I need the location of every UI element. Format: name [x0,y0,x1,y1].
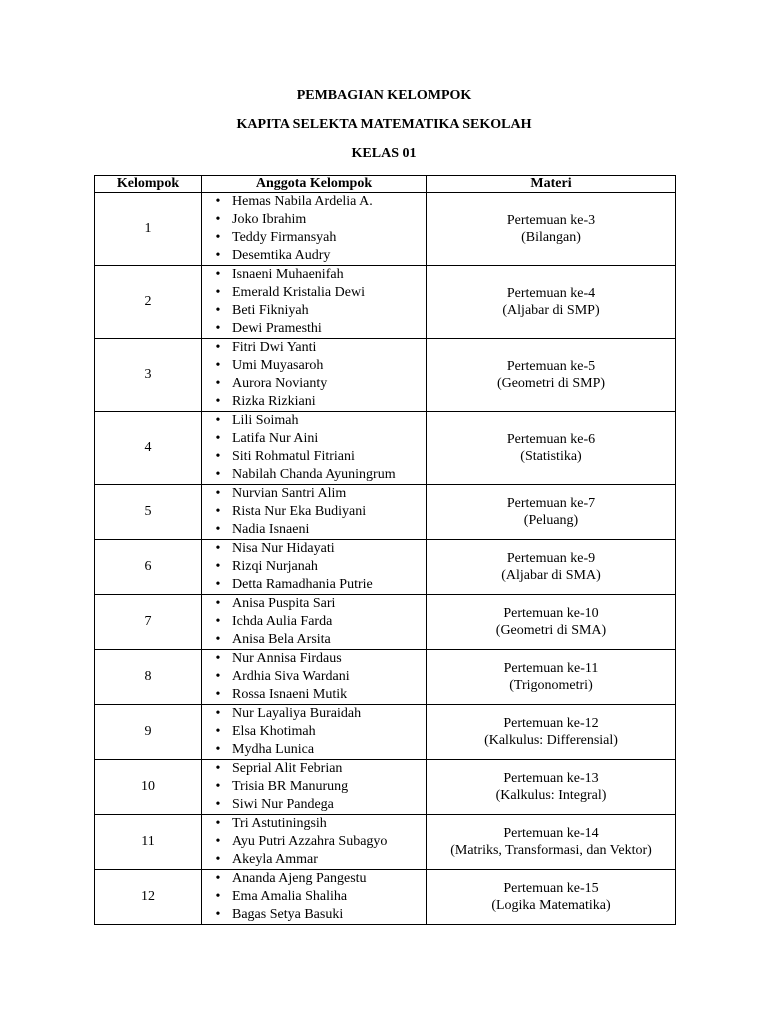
list-item [202,320,426,338]
list-item [202,613,426,631]
list-item [202,357,426,375]
document-subtitle: KAPITA SELEKTA MATEMATIKA SEKOLAH [236,117,532,132]
group-number: 11 [95,815,202,870]
member-name: Nadia Isnaeni [232,522,310,537]
material-session: Pertemuan ke-11 [503,661,599,676]
member-name: Rossa Isnaeni Mutik [232,687,348,702]
member-name: Rizqi Nurjanah [232,559,318,574]
group-number: 2 [95,266,202,339]
bullet-icon: • [215,394,221,409]
list-item [202,668,426,686]
list-item [202,247,426,265]
list-item [202,485,426,503]
list-item [202,466,426,484]
bullet-icon: • [215,486,221,501]
member-name: Fitri Dwi Yanti [232,340,317,355]
bullet-icon: • [215,230,221,245]
material-session: Pertemuan ke-14 [503,826,599,841]
member-cell [202,595,427,650]
list-item [202,266,426,284]
member-name: Anisa Puspita Sari [232,596,336,611]
table-row [95,412,676,485]
list-item [202,211,426,229]
member-cell [202,705,427,760]
group-number: 3 [95,339,202,412]
list-item [202,193,426,211]
material-cell [427,650,676,705]
member-cell [202,485,427,540]
table-row [95,193,676,266]
table-row [95,485,676,540]
table-row [95,650,676,705]
member-name: Nisa Nur Hidayati [232,541,335,556]
material-topic: (Matriks, Transformasi, dan Vektor) [450,843,652,858]
member-list [202,705,426,759]
member-name: Anisa Bela Arsita [232,632,331,647]
list-item [202,302,426,320]
member-list [202,485,426,539]
bullet-icon: • [215,267,221,282]
material-cell [427,485,676,540]
member-cell [202,815,427,870]
material-topic: (Logika Matematika) [491,898,611,913]
member-cell [202,266,427,339]
member-name: Ardhia Siva Wardani [232,669,350,684]
bullet-icon: • [215,779,221,794]
member-name: Beti Fikniyah [232,303,309,318]
material-cell [427,339,676,412]
bullet-icon: • [215,852,221,867]
list-item [202,778,426,796]
material-cell [427,815,676,870]
list-item [202,760,426,778]
member-name: Emerald Kristalia Dewi [232,285,365,300]
member-cell [202,870,427,925]
list-item [202,870,426,888]
member-name: Akeyla Ammar [232,852,318,867]
bullet-icon: • [215,522,221,537]
bullet-icon: • [215,724,221,739]
member-name: Aurora Novianty [232,376,328,391]
member-cell [202,650,427,705]
bullet-icon: • [215,797,221,812]
member-name: Ichda Aulia Farda [232,614,333,629]
member-name: Seprial Alit Febrian [232,761,343,776]
bullet-icon: • [215,431,221,446]
member-list [202,650,426,704]
bullet-icon: • [215,761,221,776]
list-item [202,448,426,466]
material-session: Pertemuan ke-5 [506,359,596,374]
member-name: Siti Rohmatul Fitriani [232,449,355,464]
member-name: Teddy Firmansyah [232,230,337,245]
member-list [202,339,426,411]
list-item [202,631,426,649]
bullet-icon: • [215,651,221,666]
list-item [202,888,426,906]
bullet-icon: • [215,358,221,373]
bullet-icon: • [215,194,221,209]
list-item [202,339,426,357]
table-body [95,193,676,925]
member-cell [202,412,427,485]
bullet-icon: • [215,706,221,721]
member-name: Hemas Nabila Ardelia A. [232,194,373,209]
member-name: Dewi Pramesthi [232,321,322,336]
bullet-icon: • [215,742,221,757]
group-number: 8 [95,650,202,705]
member-cell [202,540,427,595]
group-number: 12 [95,870,202,925]
material-topic: (Trigonometri) [509,678,593,693]
bullet-icon: • [215,340,221,355]
member-list [202,540,426,594]
member-name: Rizka Rizkiani [232,394,316,409]
bullet-icon: • [215,212,221,227]
bullet-icon: • [215,285,221,300]
group-number: 9 [95,705,202,760]
bullet-icon: • [215,467,221,482]
table-row [95,815,676,870]
list-item [202,815,426,833]
bullet-icon: • [215,614,221,629]
table-row [95,339,676,412]
list-item [202,723,426,741]
bullet-icon: • [215,834,221,849]
bullet-icon: • [215,577,221,592]
member-name: Rista Nur Eka Budiyani [232,504,367,519]
header-group: Kelompok [95,176,202,193]
material-topic: (Geometri di SMP) [496,376,606,391]
bullet-icon: • [215,449,221,464]
class-label: KELAS 01 [351,146,417,161]
material-topic: (Aljabar di SMP) [502,303,600,318]
list-item [202,430,426,448]
list-item [202,705,426,723]
member-list [202,815,426,869]
document-title: PEMBAGIAN KELOMPOK [296,88,472,103]
material-session: Pertemuan ke-3 [506,213,596,228]
material-session: Pertemuan ke-15 [503,881,599,896]
member-list [202,412,426,484]
bullet-icon: • [215,413,221,428]
list-item [202,686,426,704]
member-cell [202,760,427,815]
bullet-icon: • [215,816,221,831]
list-item [202,540,426,558]
list-item [202,741,426,759]
list-item [202,595,426,613]
group-number: 7 [95,595,202,650]
material-cell [427,266,676,339]
member-name: Siwi Nur Pandega [232,797,334,812]
header-members: Anggota Kelompok [202,176,427,193]
material-cell [427,193,676,266]
list-item [202,284,426,302]
bullet-icon: • [215,907,221,922]
bullet-icon: • [215,376,221,391]
group-number: 10 [95,760,202,815]
member-name: Joko Ibrahim [232,212,307,227]
material-session: Pertemuan ke-12 [503,716,599,731]
member-list [202,595,426,649]
bullet-icon: • [215,248,221,263]
member-list [202,193,426,265]
member-name: Nabilah Chanda Ayuningrum [232,467,396,482]
member-name: Lili Soimah [232,413,299,428]
table-row [95,540,676,595]
bullet-icon: • [215,632,221,647]
bullet-icon: • [215,687,221,702]
material-session: Pertemuan ke-9 [506,551,596,566]
table-row [95,705,676,760]
material-topic: (Aljabar di SMA) [501,568,601,583]
bullet-icon: • [215,504,221,519]
table-header-row [95,176,676,193]
table-row [95,595,676,650]
member-name: Ayu Putri Azzahra Subagyo [232,834,388,849]
material-cell [427,705,676,760]
member-name: Mydha Lunica [232,742,315,757]
material-topic: (Bilangan) [521,230,581,245]
member-list [202,760,426,814]
material-cell [427,760,676,815]
member-name: Tri Astutiningsih [232,816,327,831]
member-name: Trisia BR Manurung [232,779,349,794]
material-session: Pertemuan ke-7 [506,496,596,511]
list-item [202,650,426,668]
material-session: Pertemuan ke-10 [503,606,599,621]
material-session: Pertemuan ke-6 [506,432,596,447]
bullet-icon: • [215,669,221,684]
material-topic: (Peluang) [523,513,579,528]
list-item [202,393,426,411]
bullet-icon: • [215,559,221,574]
material-topic: (Kalkulus: Integral) [495,788,607,803]
member-name: Desemtika Audry [232,248,331,263]
table-row [95,870,676,925]
group-table [94,175,676,925]
member-name: Nur Layaliya Buraidah [232,706,362,721]
header-material: Materi [427,176,676,193]
member-name: Ananda Ajeng Pangestu [232,871,367,886]
member-cell [202,339,427,412]
bullet-icon: • [215,541,221,556]
group-number: 1 [95,193,202,266]
material-session: Pertemuan ke-13 [503,771,599,786]
list-item [202,796,426,814]
list-item [202,851,426,869]
member-name: Nurvian Santri Alim [232,486,347,501]
member-name: Umi Muyasaroh [232,358,324,373]
group-number: 4 [95,412,202,485]
material-cell [427,412,676,485]
member-name: Latifa Nur Aini [232,431,319,446]
bullet-icon: • [215,596,221,611]
bullet-icon: • [215,871,221,886]
material-session: Pertemuan ke-4 [506,286,596,301]
material-cell [427,870,676,925]
material-topic: (Geometri di SMA) [495,623,607,638]
group-number: 6 [95,540,202,595]
member-name: Bagas Setya Basuki [232,907,344,922]
member-name: Isnaeni Muhaenifah [232,267,344,282]
table-row [95,266,676,339]
member-list [202,870,426,924]
material-topic: (Statistika) [520,449,582,464]
bullet-icon: • [215,321,221,336]
list-item [202,503,426,521]
bullet-icon: • [215,889,221,904]
member-name: Ema Amalia Shaliha [232,889,348,904]
list-item [202,906,426,924]
material-cell [427,595,676,650]
list-item [202,558,426,576]
table-row [95,760,676,815]
group-number: 5 [95,485,202,540]
material-topic: (Kalkulus: Differensial) [484,733,618,748]
member-cell [202,193,427,266]
list-item [202,521,426,539]
member-name: Nur Annisa Firdaus [232,651,342,666]
material-cell [427,540,676,595]
member-name: Detta Ramadhania Putrie [232,577,373,592]
list-item [202,412,426,430]
list-item [202,576,426,594]
list-item [202,375,426,393]
member-list [202,266,426,338]
bullet-icon: • [215,303,221,318]
list-item [202,833,426,851]
member-name: Elsa Khotimah [232,724,316,739]
list-item [202,229,426,247]
